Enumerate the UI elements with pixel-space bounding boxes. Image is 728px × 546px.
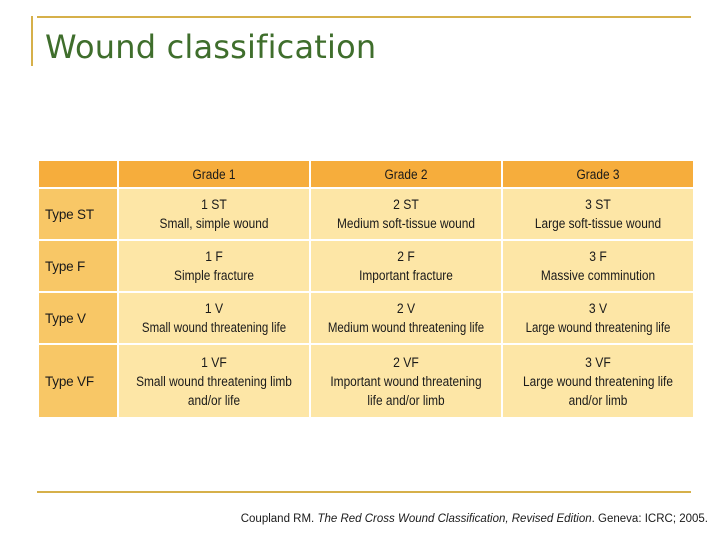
row-header-type-f: Type F bbox=[38, 240, 118, 292]
top-rule bbox=[37, 16, 691, 18]
table-cell bbox=[118, 188, 310, 240]
table-row bbox=[38, 188, 694, 240]
table-cell bbox=[502, 344, 694, 418]
wound-classification-table bbox=[37, 159, 695, 419]
header-grade-1-label: Grade 1 bbox=[192, 166, 236, 182]
cell-code: 2 VF bbox=[393, 354, 419, 370]
cell-code: 1 V bbox=[204, 301, 224, 316]
citation-author: Coupland RM. bbox=[240, 513, 315, 525]
table-row bbox=[38, 292, 694, 344]
cell-code: 1 VF bbox=[201, 354, 227, 370]
cell-description: Small wound threatening life bbox=[141, 320, 287, 335]
citation-publisher: . Geneva: ICRC; 2005. bbox=[591, 513, 708, 525]
cell-description: Massive comminution bbox=[540, 268, 656, 283]
header-grade-2 bbox=[310, 160, 502, 188]
cell-description: Large wound threatening life and/or limb bbox=[523, 373, 673, 408]
header-grade-3-label: Grade 3 bbox=[576, 166, 620, 182]
row-header-type-v: Type V bbox=[38, 292, 118, 344]
table-cell bbox=[310, 188, 502, 240]
row-header-type-vf: Type VF bbox=[38, 344, 118, 418]
row-header-type-st: Type ST bbox=[38, 188, 118, 240]
cell-code: 2 ST bbox=[393, 197, 419, 212]
table-cell bbox=[502, 188, 694, 240]
cell-description: Small, simple wound bbox=[159, 216, 269, 231]
cell-description: Small wound threatening limb and/or life bbox=[136, 373, 292, 408]
table-cell bbox=[502, 292, 694, 344]
slide-title: Wound classification bbox=[45, 28, 377, 66]
citation-work: The Red Cross Wound Classification, Revised Edition bbox=[317, 513, 592, 525]
header-grade-2-label: Grade 2 bbox=[384, 166, 428, 182]
table-cell bbox=[502, 240, 694, 292]
table-row bbox=[38, 240, 694, 292]
cell-description: Important wound threatening life and/or limb bbox=[330, 373, 482, 408]
cell-description: Medium soft-tissue wound bbox=[336, 216, 475, 231]
cell-code: 3 V bbox=[588, 301, 608, 316]
table-cell bbox=[118, 292, 310, 344]
cell-code: 2 F bbox=[397, 249, 415, 264]
cell-code: 1 ST bbox=[201, 197, 227, 212]
cell-code: 2 V bbox=[396, 301, 416, 316]
header-corner-cell bbox=[38, 160, 118, 188]
table-cell bbox=[118, 240, 310, 292]
header-grade-1 bbox=[118, 160, 310, 188]
cell-description: Simple fracture bbox=[174, 268, 254, 283]
cell-code: 1 F bbox=[205, 249, 223, 264]
table-cell bbox=[310, 240, 502, 292]
cell-description: Large wound threatening life bbox=[525, 320, 671, 335]
bottom-rule bbox=[37, 491, 691, 493]
cell-description: Large soft-tissue wound bbox=[534, 216, 662, 231]
table-header-row bbox=[38, 160, 694, 188]
table-cell bbox=[310, 292, 502, 344]
cell-description: Important fracture bbox=[359, 268, 453, 283]
cell-code: 3 VF bbox=[585, 354, 611, 370]
header-grade-3 bbox=[502, 160, 694, 188]
cell-description: Medium wound threatening life bbox=[327, 320, 485, 335]
table-cell bbox=[118, 344, 310, 418]
citation bbox=[241, 513, 708, 525]
table-row bbox=[38, 344, 694, 418]
left-rule bbox=[31, 16, 33, 66]
cell-code: 3 ST bbox=[585, 197, 611, 212]
table-cell bbox=[310, 344, 502, 418]
cell-code: 3 F bbox=[589, 249, 607, 264]
